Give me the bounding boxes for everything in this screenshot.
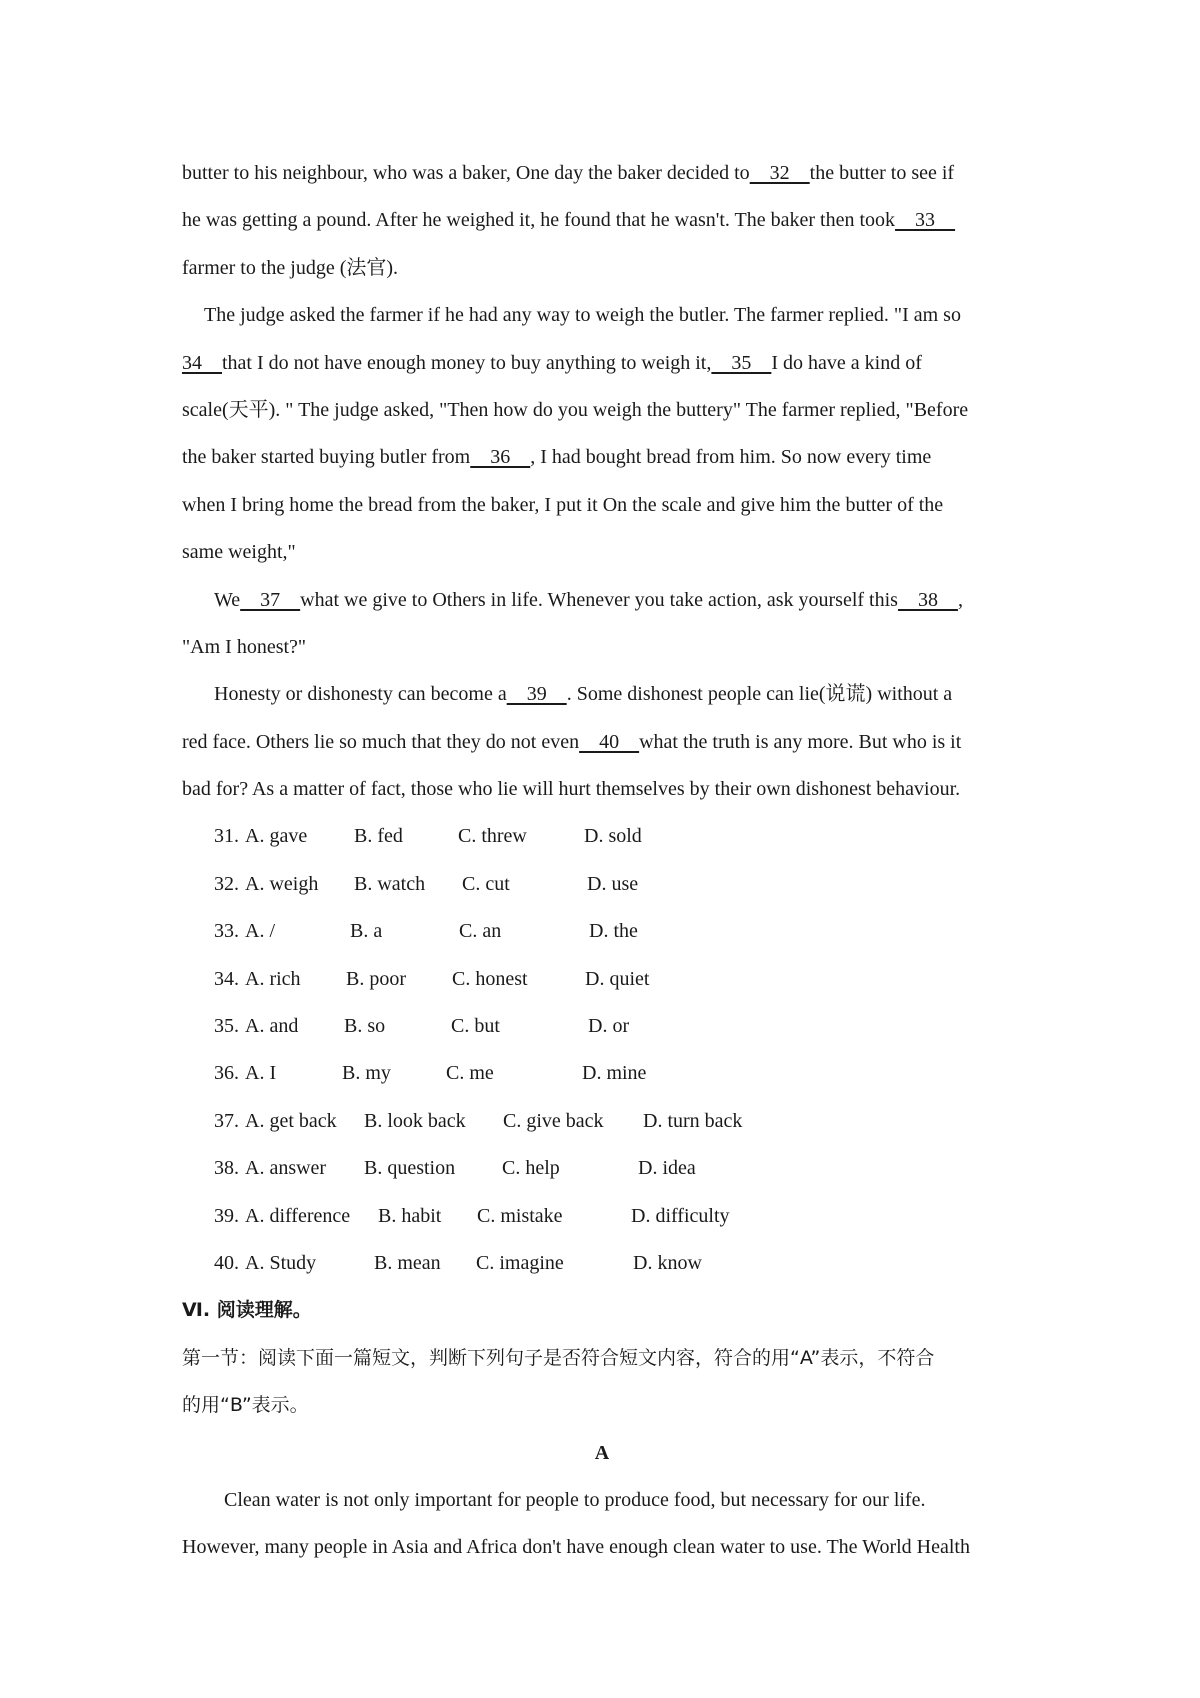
option-row	[182, 1240, 1022, 1287]
option-a: A. answer	[245, 1157, 327, 1180]
question-number: 32.	[214, 872, 239, 895]
passage-line	[182, 292, 1022, 339]
option-d: D. the	[589, 920, 638, 943]
option-d: D. difficulty	[631, 1204, 730, 1227]
text: I do have a kind of	[771, 351, 922, 374]
passage-line	[182, 340, 1022, 387]
option-a: A. difference	[245, 1204, 351, 1227]
text: However, many people in Asia and Africa don't have enough clean water to use. The World Health	[182, 1536, 970, 1559]
text: when I bring home the bread from the baker, I put it On the scale and give him the butter of the	[182, 493, 944, 516]
option-c: C. me	[446, 1062, 494, 1085]
text: . Some dishonest people can lie(说谎) without a	[566, 683, 953, 706]
question-number: 37.	[214, 1109, 239, 1132]
passage-line	[182, 150, 1022, 197]
option-row	[182, 1050, 1022, 1097]
option-b: B. question	[364, 1157, 456, 1180]
instruction-line: 的用“B”表示。	[182, 1394, 309, 1417]
option-d: D. mine	[582, 1062, 647, 1085]
question-number: 39.	[214, 1204, 239, 1227]
option-d: D. turn back	[643, 1109, 743, 1132]
question-number: 33.	[214, 920, 239, 943]
text: that I do not have enough money to buy anything to weigh it,	[222, 351, 712, 374]
passage-line	[182, 245, 1022, 292]
option-row	[182, 861, 1022, 908]
option-row	[182, 813, 1022, 860]
text: We	[214, 588, 241, 611]
passage-label: A	[594, 1441, 610, 1464]
option-b: B. so	[344, 1015, 386, 1038]
passage-line	[182, 482, 1022, 529]
text: farmer to the judge (法官).	[182, 256, 399, 279]
instruction-line: 第一节：阅读下面一篇短文，判断下列句子是否符合短文内容，符合的用“A”表示，不符合	[182, 1346, 935, 1369]
option-c: C. an	[459, 920, 502, 943]
question-number: 40.	[214, 1251, 239, 1274]
question-number: 35.	[214, 1015, 239, 1038]
question-number: 38.	[214, 1157, 239, 1180]
option-c: C. help	[502, 1157, 560, 1180]
question-number: 31.	[214, 825, 239, 848]
option-d: D. quiet	[585, 967, 650, 990]
passage-line	[182, 577, 1022, 624]
text: he was getting a pound. After he weighed it, he found that he wasn't. The baker then took	[182, 209, 896, 232]
option-row	[182, 1145, 1022, 1192]
passage-line	[182, 387, 1022, 434]
option-a: A. /	[245, 920, 275, 943]
option-b: B. poor	[346, 967, 406, 990]
option-row	[182, 1003, 1022, 1050]
option-row	[182, 956, 1022, 1003]
question-number: 36.	[214, 1062, 239, 1085]
text: scale(天平). " The judge asked, "Then how do you weigh the buttery" The farmer replied, "Before	[182, 398, 969, 421]
text: red face. Others lie so much that they do not even	[182, 730, 580, 753]
option-row	[182, 908, 1022, 955]
option-c: C. mistake	[477, 1204, 563, 1227]
option-b: B. habit	[378, 1204, 442, 1227]
text: bad for? As a matter of fact, those who lie will hurt themselves by their own dishonest behaviour.	[182, 778, 961, 801]
option-a: A. and	[245, 1015, 299, 1038]
option-b: B. mean	[374, 1251, 441, 1274]
text: same weight,"	[182, 541, 296, 564]
document-page	[182, 150, 1022, 1572]
text: butter to his neighbour, who was a baker, One day the baker decided to	[182, 162, 750, 184]
option-a: A. get back	[245, 1109, 337, 1132]
passage-line	[182, 197, 1022, 244]
option-row	[182, 1193, 1022, 1240]
passage-line	[182, 434, 1022, 481]
blank-37: 37	[240, 588, 301, 611]
option-c: C. honest	[452, 967, 528, 990]
question-number: 34.	[214, 967, 239, 990]
text: Clean water is not only important for people to produce food, but necessary for our life.	[224, 1488, 926, 1511]
text: Honesty or dishonesty can become a	[214, 683, 507, 706]
blank-35: 35	[711, 351, 772, 374]
blank-33: 33	[895, 209, 956, 232]
option-c: C. but	[451, 1015, 500, 1038]
blank-34: 34	[182, 351, 222, 374]
option-a: A. gave	[245, 825, 308, 848]
passage-line	[182, 719, 1022, 766]
option-d: D. or	[588, 1015, 630, 1038]
blank-39: 39	[506, 683, 567, 706]
option-a: A. rich	[245, 967, 301, 990]
text: ,	[957, 588, 963, 611]
text: , I had bought bread from him. So now every time	[530, 446, 932, 469]
option-d: D. idea	[638, 1157, 696, 1180]
text: what the truth is any more. But who is it	[639, 730, 962, 753]
passage-line	[182, 671, 1022, 718]
option-a: A. I	[245, 1062, 277, 1085]
option-d: D. know	[633, 1251, 702, 1274]
passage-line	[182, 1477, 1022, 1524]
text: The judge asked the farmer if he had any way to weigh the butler. The farmer replied. "I am so	[204, 304, 961, 327]
option-c: C. imagine	[476, 1251, 564, 1274]
option-b: B. fed	[354, 825, 403, 848]
option-row	[182, 1098, 1022, 1145]
option-c: C. give back	[503, 1109, 604, 1132]
text: what we give to Others in life. Whenever you take action, ask yourself this	[300, 588, 898, 611]
option-c: C. cut	[462, 872, 510, 895]
passage-line	[182, 624, 1022, 671]
option-b: B. my	[342, 1062, 391, 1085]
text: "Am I honest?"	[182, 635, 307, 658]
option-d: D. use	[587, 872, 639, 895]
option-b: B. a	[350, 920, 383, 943]
passage-line	[182, 766, 1022, 813]
text: the butter to see if	[809, 162, 955, 184]
blank-36: 36	[470, 446, 531, 469]
passage-line	[182, 1524, 1022, 1571]
option-c: C. threw	[458, 825, 527, 848]
option-b: B. watch	[354, 872, 426, 895]
blank-40: 40	[579, 730, 640, 753]
section-heading: Ⅵ. 阅读理解。	[182, 1299, 312, 1322]
option-a: A. Study	[245, 1251, 317, 1274]
text: the baker started buying butler from	[182, 446, 471, 469]
blank-32: 32	[749, 162, 810, 184]
option-a: A. weigh	[245, 872, 319, 895]
option-b: B. look back	[364, 1109, 466, 1132]
passage-line	[182, 529, 1022, 576]
blank-38: 38	[897, 588, 958, 611]
option-d: D. sold	[584, 825, 642, 848]
